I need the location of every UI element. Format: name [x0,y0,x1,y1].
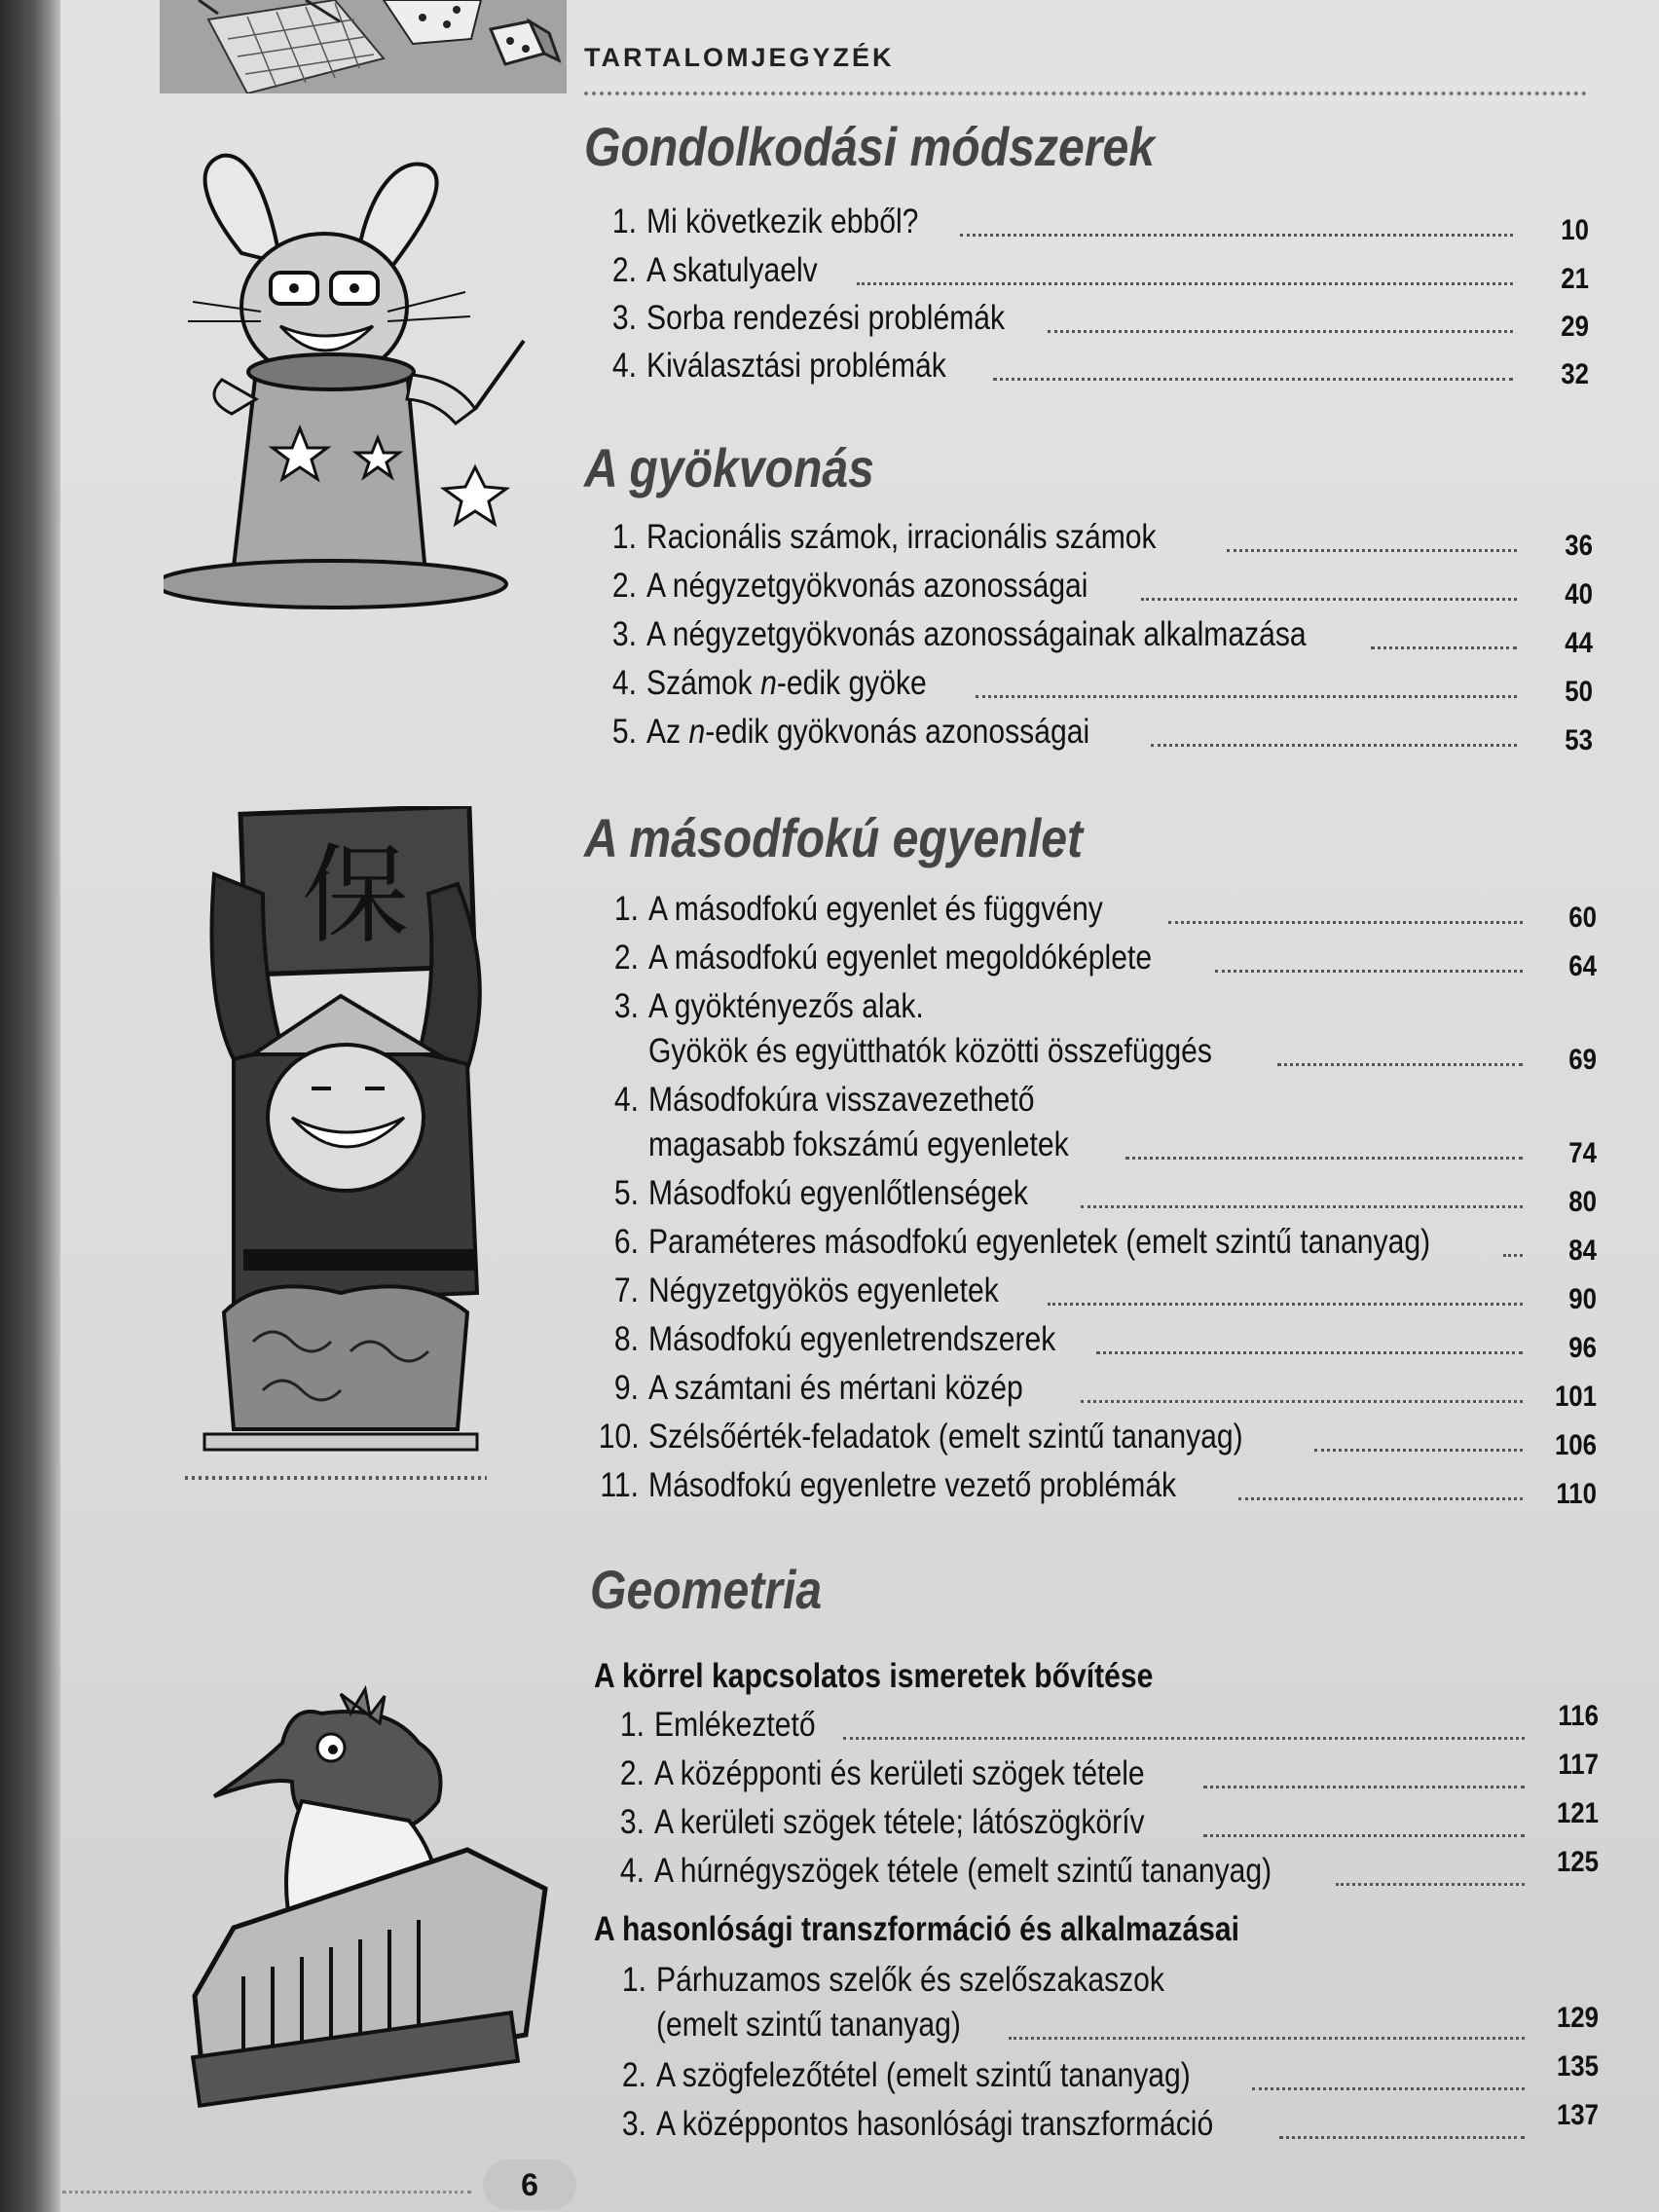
dotted-leader [1009,2037,1525,2040]
toc-page-number: 10 [1561,214,1589,246]
dotted-leader [1081,1205,1523,1208]
subsection-title: A hasonlósági transzformáció és alkalmazásai [594,1910,1240,1948]
toc-entry-title: Mi következik ebből? [646,203,919,240]
toc-entry-number: 2. [613,939,639,977]
dotted-leader [1168,921,1523,924]
toc-header-title: TARTALOMJEGYZÉK [584,43,895,72]
toc-entry-title: A másodfokú egyenlet megoldóképlete [648,939,1153,977]
rabbit-in-hat-illustration [164,146,534,618]
toc-entry-number: 2. [611,251,637,289]
section-title-gondolkodasi: Gondolkodási módszerek [584,116,1156,177]
toc-page-number: 106 [1554,1429,1597,1461]
toc-page-number: 121 [1556,1797,1599,1829]
toc-entry-title: A négyzetgyökvonás azonosságai [646,567,1088,605]
toc-page-number: 44 [1565,627,1593,659]
section-title-gyokvonas: A gyökvonás [584,437,874,498]
toc-entry-title: Másodfokú egyenletre vezető problémák [648,1466,1177,1504]
toc-entry-title: Emlékeztető [654,1706,816,1744]
toc-page-number: 96 [1568,1332,1597,1364]
toc-page-number: 80 [1568,1186,1597,1218]
dotted-leader [1215,970,1523,973]
toc-page-number: 60 [1568,902,1597,934]
toc-entry-title [646,664,927,703]
toc-entry-title: Kiválasztási problémák [646,347,946,385]
toc-page-number: 69 [1568,1044,1597,1076]
toc-entry-title: Racionális számok, irracionális számok [646,518,1157,556]
toc-page-number: 74 [1568,1137,1597,1169]
toc-page-number: 110 [1556,1478,1597,1510]
toc-entry-number: 3. [613,987,639,1025]
dotted-leader [1141,598,1517,601]
toc-entry-number: 3. [621,2105,646,2143]
toc-page-number: 36 [1565,530,1593,562]
dotted-leader [1227,549,1517,552]
toc-page-number: 40 [1565,578,1593,610]
toc-page-number: 116 [1558,1700,1599,1732]
toc-entry-title-part: Számok [646,664,761,702]
section-title-geometria: Geometria [590,1559,823,1620]
dotted-leader [857,282,1513,285]
toc-entry-number: 6. [613,1223,639,1261]
toc-entry-title: A számtani és mértani közép [648,1369,1023,1407]
toc-entry-number: 1. [613,890,639,928]
dotted-leader [960,234,1513,237]
toc-entry-number: 5. [613,1174,639,1212]
toc-entry-title: Négyzetgyökös egyenletek [648,1272,999,1309]
dotted-leader [1048,330,1513,333]
toc-entry-title: Másodfokú egyenlőtlenségek [648,1174,1028,1212]
toc-entry-title-line2: Gyökök és együtthatók közötti összefüggés [648,1032,1212,1070]
toc-page-number: 90 [1568,1283,1597,1315]
toc-entry-title [646,713,1089,752]
dotted-leader [843,1737,1525,1740]
toc-entry-number: 1. [611,203,637,240]
toc-page-number: 129 [1556,2002,1599,2034]
chicken-egg-slicer-illustration [175,1684,565,2113]
toc-page-number: 32 [1561,358,1589,390]
dotted-leader [1279,2136,1525,2139]
toc-entry-title: Másodfokú egyenletrendszerek [648,1320,1056,1358]
toc-entry-title: A középpontos hasonlósági transzformáció [656,2105,1214,2143]
toc-entry-title-part: -edik gyöke [776,664,927,702]
toc-entry-title: Sorba rendezési problémák [646,299,1006,337]
toc-page-number: 125 [1556,1846,1599,1878]
toc-entry-number: 7. [613,1272,639,1309]
dotted-leader [1203,1786,1525,1788]
page-number: 6 [483,2159,576,2210]
dotted-leader [1125,1157,1523,1160]
dotted-leader [976,695,1517,698]
dotted-leader [1277,1063,1523,1066]
dotted-leader [1151,744,1517,747]
toc-entry-title-line1: Párhuzamos szelők és szelőszakaszok [656,1961,1164,1999]
toc-entry-number: 4. [619,1852,645,1890]
dotted-leader [1096,1351,1523,1354]
toc-page-number: 101 [1554,1381,1597,1413]
toc-page-number: 50 [1565,676,1593,708]
dotted-leader [1048,1303,1523,1306]
toc-entry-title-line1: Másodfokúra visszavezethető [648,1081,1035,1119]
toc-page-number: 53 [1565,724,1593,756]
section-title-masodfoku: A másodfokú egyenlet [584,807,1084,868]
dotted-leader [1203,1834,1525,1837]
toc-entry-title-italic: n [688,713,706,751]
header-illustration [160,0,567,93]
toc-entry-number: 1. [621,1961,646,1999]
dotted-leader [1336,1883,1525,1886]
toc-entry-number: 10. [598,1418,640,1456]
toc-page-number: 117 [1558,1749,1599,1781]
toc-page-number: 64 [1568,950,1597,982]
toc-entry-number: 1. [619,1706,645,1744]
toc-entry-title: Szélsőérték-feladatok (emelt szintű tananyag) [648,1418,1243,1456]
toc-entry-title-part: -edik gyökvonás azonosságai [705,713,1090,751]
toc-entry-title: A négyzetgyökvonás azonosságainak alkalmazása [646,615,1307,653]
toc-entry-title: A kerületi szögek tétele; látószögkörív [654,1803,1145,1841]
toc-entry-title: A skatulyaelv [646,251,818,289]
toc-entry-number: 1. [611,518,637,556]
toc-entry-title: A középponti és kerületi szögek tétele [654,1754,1145,1792]
dotted-leader [1081,1400,1523,1403]
header-dotted-rule [584,92,1587,95]
sign-character: 保 [302,833,409,958]
toc-entry-number: 8. [613,1320,639,1358]
toc-entry-number: 2. [611,567,637,605]
toc-page-number: 137 [1556,2099,1599,2131]
toc-entry-title-line2: (emelt szintű tananyag) [656,2006,961,2044]
toc-entry-number: 3. [611,299,637,337]
toc-entry-number: 4. [611,664,637,702]
toc-page-number: 135 [1556,2050,1599,2083]
toc-entry-number: 4. [611,347,637,385]
toc-entry-number: 3. [619,1803,645,1841]
toc-page-number: 21 [1561,263,1589,295]
footer-dotted-rule [62,2191,471,2194]
toc-page-number: 29 [1561,311,1589,343]
toc-entry-number: 5. [611,713,637,751]
dotted-leader [1371,646,1517,649]
dotted-leader [1252,2087,1525,2090]
toc-entry-title: Paraméteres másodfokú egyenletek (emelt szintű tananyag) [648,1223,1431,1261]
dotted-leader [1314,1449,1523,1452]
toc-entry-title-part: Az [646,713,689,751]
toc-entry-number: 9. [613,1369,639,1407]
book-binding [0,0,60,2212]
toc-entry-title: A szögfelezőtétel (emelt szintű tananyag) [656,2056,1191,2094]
toc-entry-number: 4. [613,1081,639,1119]
toc-entry-number: 2. [619,1754,645,1792]
toc-entry-title: A másodfokú egyenlet és függvény [648,890,1103,928]
toc-entry-title-line2: magasabb fokszámú egyenletek [648,1125,1069,1163]
toc-entry-number: 11. [600,1466,639,1504]
dotted-leader [1503,1254,1523,1257]
man-with-sign-illustration [175,806,506,1488]
dotted-leader [1238,1497,1523,1500]
subsection-title: A körrel kapcsolatos ismeretek bővítése [594,1657,1154,1695]
toc-entry-title-line1: A gyöktényezős alak. [648,987,924,1025]
toc-entry-number: 3. [611,615,637,653]
toc-entry-title: A húrnégyszögek tétele (emelt szintű tananyag) [654,1852,1272,1890]
toc-entry-title-italic: n [760,664,777,702]
dotted-leader [993,378,1513,381]
toc-entry-number: 2. [621,2056,646,2094]
toc-page-number: 84 [1568,1235,1597,1267]
